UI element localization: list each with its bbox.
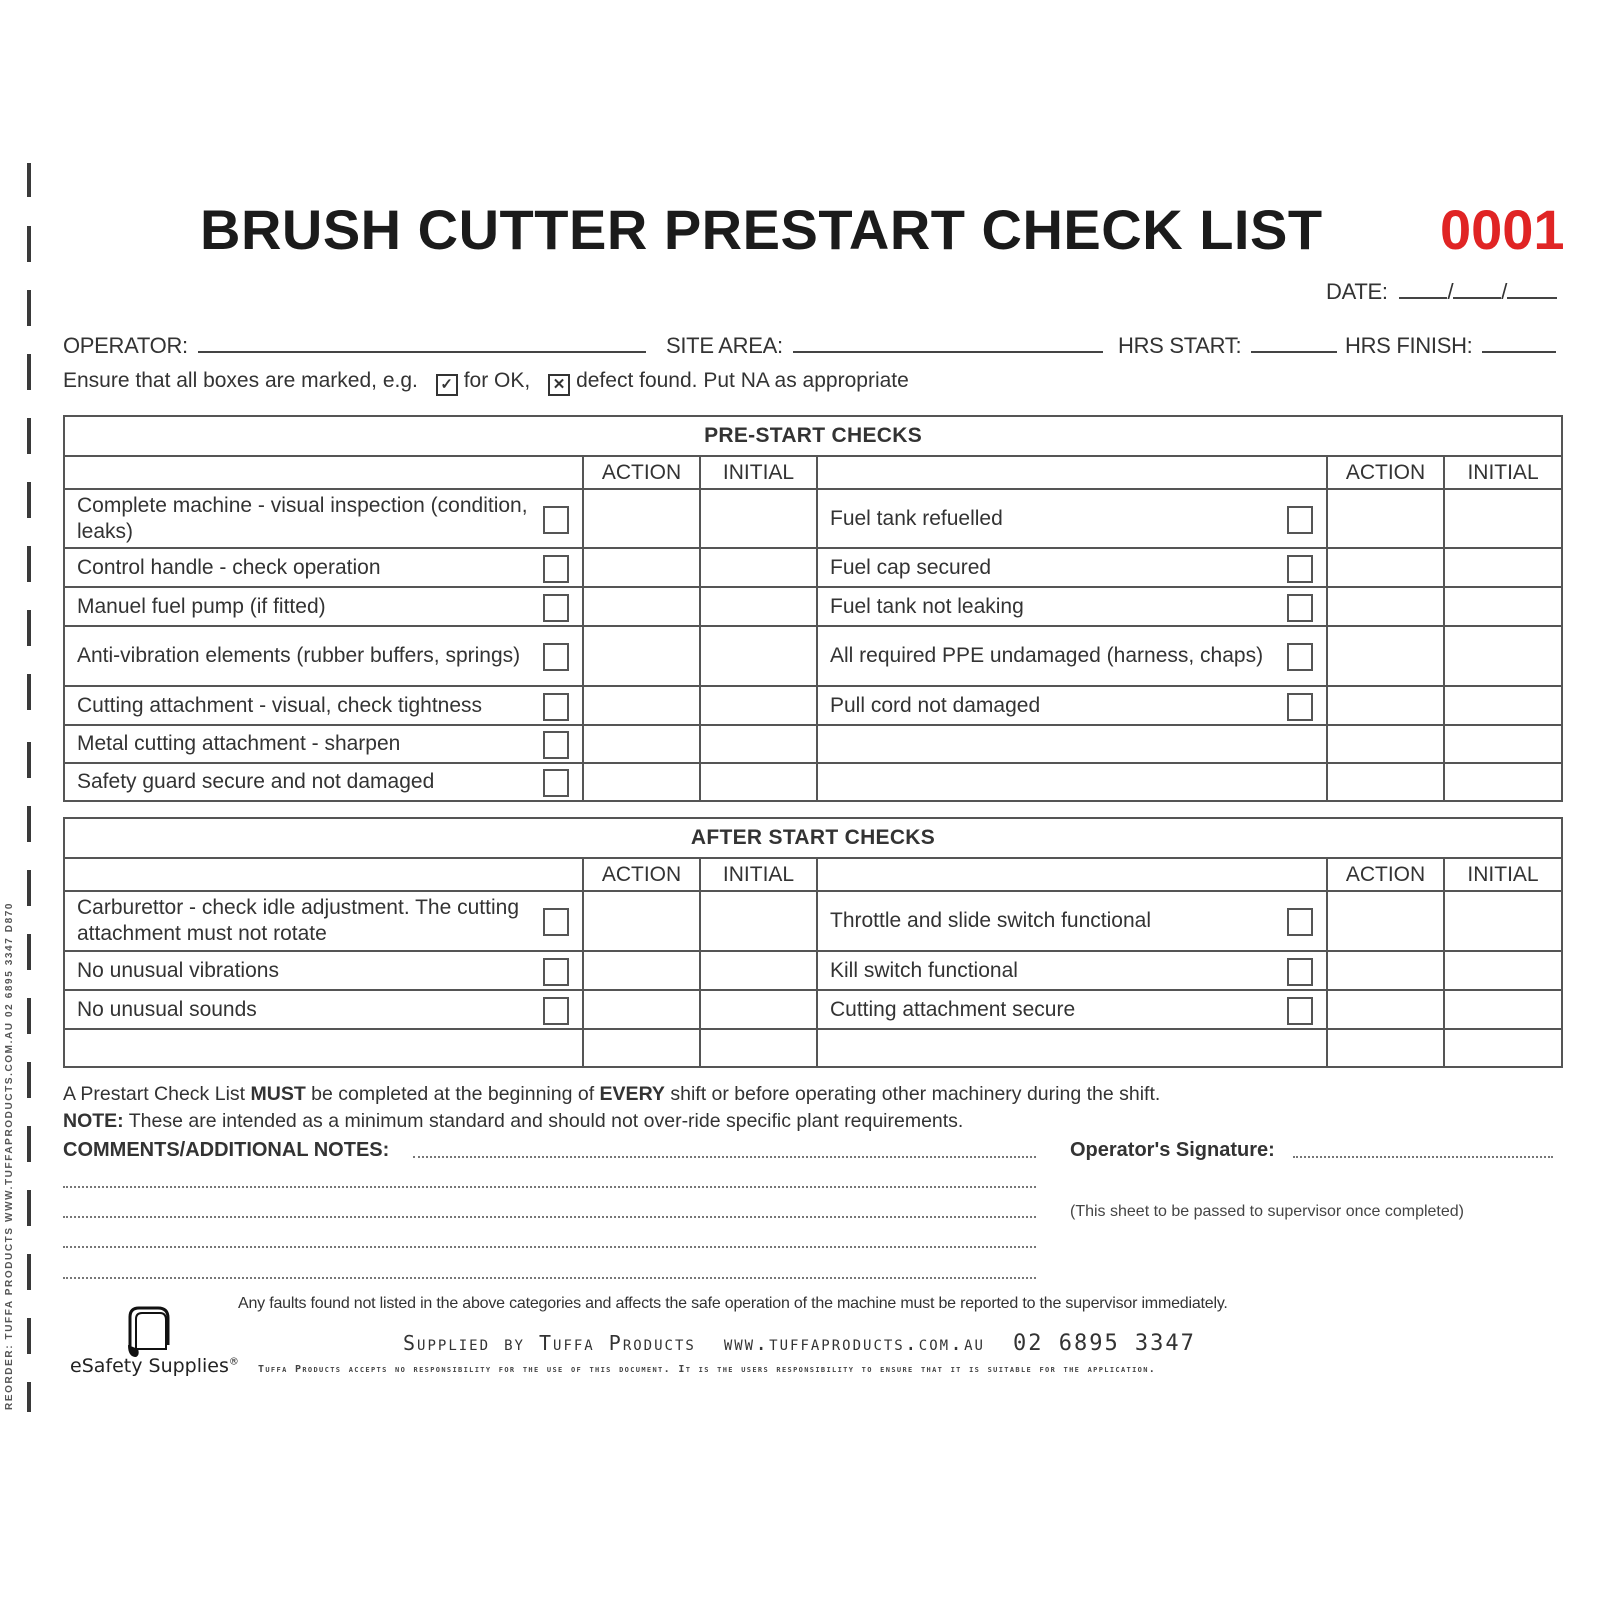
- check-item: Complete machine - visual inspection (condition, leaks): [64, 489, 583, 548]
- table-row: [64, 626, 1562, 686]
- checkbox[interactable]: [543, 693, 569, 721]
- action-cell[interactable]: [1327, 626, 1444, 686]
- initial-cell[interactable]: [700, 891, 817, 951]
- initial-cell[interactable]: [1444, 489, 1562, 548]
- blank-item: [817, 1029, 1327, 1067]
- initial-cell[interactable]: [700, 587, 817, 626]
- x-box-icon: ✕: [548, 374, 570, 396]
- blank-item: [817, 725, 1327, 763]
- afterstart-heading: AFTER START CHECKS: [64, 818, 1562, 858]
- perforation-dash: [27, 1318, 31, 1354]
- blank-item: [817, 763, 1327, 801]
- action-cell[interactable]: [583, 587, 700, 626]
- site-area-label: SITE AREA:: [666, 333, 783, 358]
- checkbox[interactable]: [543, 555, 569, 583]
- perforation-dash: [27, 1254, 31, 1290]
- initial-cell[interactable]: [1444, 686, 1562, 725]
- table-row: [64, 1029, 1562, 1067]
- action-cell[interactable]: [1327, 1029, 1444, 1067]
- perforation-dash: [27, 1382, 31, 1412]
- prestart-checks-table: [63, 415, 1563, 802]
- comments-line[interactable]: [63, 1277, 1036, 1279]
- col-action: ACTION: [1327, 858, 1444, 891]
- checkbox[interactable]: [543, 731, 569, 759]
- action-cell[interactable]: [1327, 763, 1444, 801]
- col-action: ACTION: [583, 858, 700, 891]
- table-row: [64, 489, 1562, 548]
- perforation-dash: [27, 1190, 31, 1226]
- checkbox[interactable]: [543, 506, 569, 534]
- check-item: All required PPE undamaged (harness, chaps): [817, 626, 1327, 686]
- hrs-finish-field[interactable]: [1345, 333, 1556, 359]
- page-title: BRUSH CUTTER PRESTART CHECK LIST: [200, 198, 1323, 261]
- checkbox[interactable]: [543, 908, 569, 936]
- serial-number: 0001: [1440, 198, 1565, 261]
- check-item: Pull cord not damaged: [817, 686, 1327, 725]
- perforation-dash: [27, 934, 31, 970]
- perforation-dash: [27, 290, 31, 326]
- supplied-by: Supplied by Tuffa Products: [403, 1331, 696, 1355]
- check-item: Fuel cap secured: [817, 548, 1327, 587]
- checkbox[interactable]: [543, 594, 569, 622]
- action-cell[interactable]: [583, 891, 700, 951]
- checkbox[interactable]: [1287, 506, 1313, 534]
- initial-cell[interactable]: [700, 1029, 817, 1067]
- action-cell[interactable]: [583, 489, 700, 548]
- perforation-dash: [27, 163, 31, 197]
- perforation-dash: [27, 418, 31, 454]
- checkbox[interactable]: [1287, 555, 1313, 583]
- minimum-standard-note: NOTE: These are intended as a minimum standard and should not over-ride specific plant requirements.: [63, 1110, 964, 1132]
- check-item: Cutting attachment secure: [817, 990, 1327, 1029]
- initial-cell[interactable]: [700, 548, 817, 587]
- col-initial: INITIAL: [700, 858, 817, 891]
- logo-mark-icon: [122, 1305, 182, 1357]
- prestart-heading: PRE-START CHECKS: [64, 416, 1562, 456]
- initial-cell[interactable]: [700, 990, 817, 1029]
- comments-line[interactable]: [63, 1186, 1036, 1188]
- date-label: DATE:: [1326, 279, 1388, 304]
- check-item: Throttle and slide switch functional: [817, 891, 1327, 951]
- check-item: Kill switch functional: [817, 951, 1327, 990]
- operator-label: OPERATOR:: [63, 333, 188, 358]
- table-row: [64, 891, 1562, 951]
- col-action: ACTION: [1327, 456, 1444, 489]
- must-complete-note: A Prestart Check List MUST be completed at the beginning of EVERY shift or before operating other machinery during the shift.: [63, 1083, 1161, 1105]
- check-item: No unusual sounds: [64, 990, 583, 1029]
- initial-cell[interactable]: [1444, 1029, 1562, 1067]
- supplier-line: [403, 1331, 1224, 1356]
- action-cell[interactable]: [1327, 587, 1444, 626]
- initial-cell[interactable]: [1444, 990, 1562, 1029]
- initial-cell[interactable]: [700, 763, 817, 801]
- checkbox[interactable]: [1287, 958, 1313, 986]
- action-cell[interactable]: [1327, 686, 1444, 725]
- initial-cell[interactable]: [700, 686, 817, 725]
- check-item: Fuel tank not leaking: [817, 587, 1327, 626]
- action-cell[interactable]: [583, 951, 700, 990]
- hrs-start-field[interactable]: [1118, 333, 1337, 359]
- perforation-dash: [27, 742, 31, 778]
- initial-cell[interactable]: [700, 951, 817, 990]
- check-item: Safety guard secure and not damaged: [64, 763, 583, 801]
- perforation-dash: [27, 610, 31, 646]
- checkbox[interactable]: [543, 643, 569, 671]
- logo-brand: eSafety Supplies®: [70, 1355, 239, 1377]
- checkbox[interactable]: [1287, 997, 1313, 1025]
- col-initial: INITIAL: [1444, 456, 1562, 489]
- initial-cell[interactable]: [1444, 951, 1562, 990]
- initial-cell[interactable]: [1444, 725, 1562, 763]
- col-action: ACTION: [583, 456, 700, 489]
- checkbox[interactable]: [1287, 643, 1313, 671]
- perforation-dash: [27, 806, 31, 842]
- perforation-dash: [27, 998, 31, 1034]
- perforation-dash: [27, 482, 31, 518]
- table-row: [64, 990, 1562, 1029]
- action-cell[interactable]: [1327, 725, 1444, 763]
- check-item: No unusual vibrations: [64, 951, 583, 990]
- initial-cell[interactable]: [700, 489, 817, 548]
- check-item: Cutting attachment - visual, check tightness: [64, 686, 583, 725]
- comments-line[interactable]: [63, 1216, 1036, 1218]
- action-cell[interactable]: [583, 686, 700, 725]
- pass-to-supervisor-note: (This sheet to be passed to supervisor once completed): [1070, 1203, 1464, 1220]
- action-cell[interactable]: [1327, 891, 1444, 951]
- comments-line[interactable]: [63, 1246, 1036, 1248]
- afterstart-checks-table: [63, 817, 1563, 1068]
- check-item: Carburettor - check idle adjustment. The cutting attachment must not rotate: [64, 891, 583, 951]
- check-item: Manuel fuel pump (if fitted): [64, 587, 583, 626]
- action-cell[interactable]: [583, 1029, 700, 1067]
- checkbox[interactable]: [1287, 908, 1313, 936]
- table-row: [64, 686, 1562, 725]
- signature-line[interactable]: [1293, 1156, 1553, 1158]
- disclaimer: Tuffa Products accepts no responsibility for the use of this document. It is the users responsibility to ensure that it is suitable for the application.: [258, 1364, 1157, 1375]
- action-cell[interactable]: [1327, 951, 1444, 990]
- initial-cell[interactable]: [700, 725, 817, 763]
- phone: 02 6895 3347: [1012, 1331, 1196, 1356]
- checkbox[interactable]: [543, 769, 569, 797]
- check-item: Metal cutting attachment - sharpen: [64, 725, 583, 763]
- initial-cell[interactable]: [1444, 763, 1562, 801]
- checkbox[interactable]: [543, 958, 569, 986]
- date-field[interactable]: DATE: / /: [1326, 279, 1557, 305]
- action-cell[interactable]: [583, 763, 700, 801]
- col-initial: INITIAL: [1444, 858, 1562, 891]
- website: www.tuffaproducts.com.au: [723, 1331, 985, 1355]
- initial-cell[interactable]: [1444, 548, 1562, 587]
- blank-item: [64, 1029, 583, 1067]
- table-row: [64, 951, 1562, 990]
- checkbox[interactable]: [1287, 594, 1313, 622]
- check-item: Fuel tank refuelled: [817, 489, 1327, 548]
- perforation-dash: [27, 546, 31, 582]
- instructions: Ensure that all boxes are marked, e.g. ✓ for OK, ✕ defect found. Put NA as appropriate: [63, 369, 909, 396]
- reorder-margin-text: REORDER: TUFFA PRODUCTS WWW.TUFFAPRODUCTS.COM.AU 02 6895 3347 D870: [4, 901, 15, 1410]
- table-row: [64, 587, 1562, 626]
- site-area-field[interactable]: [666, 333, 1103, 359]
- check-item: Control handle - check operation: [64, 548, 583, 587]
- checkbox[interactable]: [1287, 693, 1313, 721]
- initial-cell[interactable]: [1444, 891, 1562, 951]
- action-cell[interactable]: [1327, 548, 1444, 587]
- action-cell[interactable]: [1327, 489, 1444, 548]
- perforation-dash: [27, 870, 31, 906]
- perforation-dash: [27, 226, 31, 262]
- perforation-dash: [27, 354, 31, 390]
- check-item: Anti-vibration elements (rubber buffers, springs): [64, 626, 583, 686]
- action-cell[interactable]: [583, 990, 700, 1029]
- initial-cell[interactable]: [1444, 626, 1562, 686]
- operator-signature-label: Operator's Signature:: [1070, 1139, 1275, 1161]
- operator-field[interactable]: [63, 333, 646, 359]
- action-cell[interactable]: [583, 548, 700, 587]
- perforation-dash: [27, 1126, 31, 1162]
- action-cell[interactable]: [583, 725, 700, 763]
- col-initial: INITIAL: [700, 456, 817, 489]
- table-row: [64, 548, 1562, 587]
- checked-box-icon: ✓: [436, 374, 458, 396]
- action-cell[interactable]: [583, 626, 700, 686]
- perforation-dash: [27, 674, 31, 710]
- initial-cell[interactable]: [700, 626, 817, 686]
- action-cell[interactable]: [1327, 990, 1444, 1029]
- comments-label: COMMENTS/ADDITIONAL NOTES:: [63, 1139, 390, 1161]
- table-row: [64, 763, 1562, 801]
- perforation-dash: [27, 1062, 31, 1098]
- comments-line[interactable]: [413, 1156, 1036, 1158]
- table-row: [64, 725, 1562, 763]
- hrs-start-label: HRS START:: [1118, 333, 1242, 358]
- checkbox[interactable]: [543, 997, 569, 1025]
- faults-note: Any faults found not listed in the above categories and affects the safe operation of the machine must be reported to the supervisor immediately.: [238, 1295, 1228, 1312]
- hrs-finish-label: HRS FINISH:: [1345, 333, 1473, 358]
- initial-cell[interactable]: [1444, 587, 1562, 626]
